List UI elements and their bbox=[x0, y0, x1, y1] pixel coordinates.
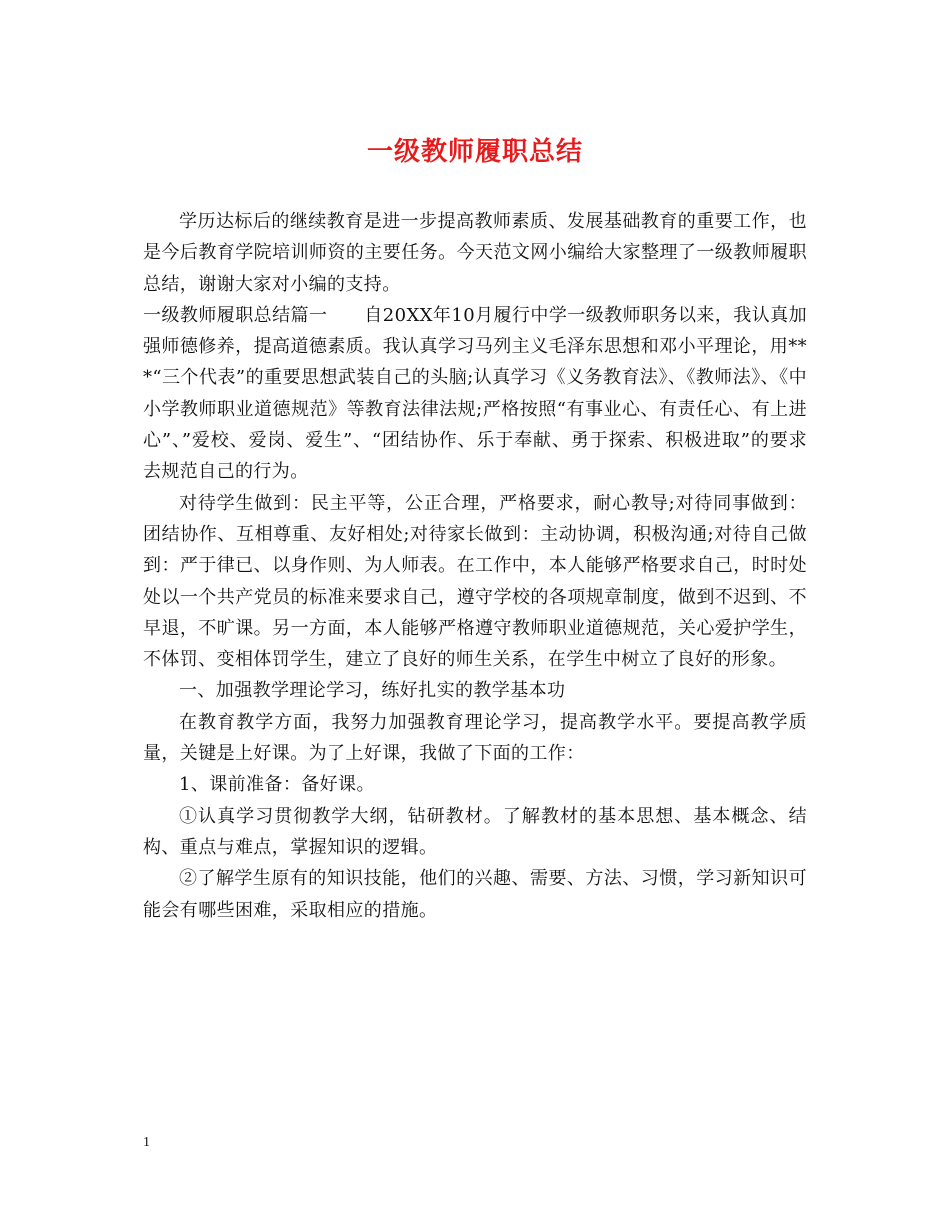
list-item-prep: 1、课前准备：备好课。 bbox=[179, 774, 375, 796]
paragraph-section-one: 一级教师履职总结篇一 自20XX年10月履行中学一级教师职务以来，我认真加强师德修养，提高道德素质。我认真学习马列主义毛泽东思想和邓小平理论，用***“三个代表”的重要思想武装自己的头脑;认真学习《义务教育法》、《教师法》、《中小学教师职业道德规范》等教育法律法规;严格按照“有事业心、有责任心、有上进心”、”爱校、爱岗、爱生”、“团结协作、乐于奉献、勇于探索、积极进取”的要求去规范自己的行为。 bbox=[143, 304, 807, 483]
document-title: 一级教师履职总结 bbox=[366, 137, 583, 167]
page-number: 1 bbox=[143, 1135, 150, 1150]
paragraph-teaching: 在教育教学方面，我努力加强教育理论学习，提高教学水平。要提高教学质量，关键是上好课。为了上好课，我做了下面的工作： bbox=[143, 711, 807, 765]
section-heading-one: 一、加强教学理论学习，练好扎实的教学基本功 bbox=[179, 680, 566, 702]
list-item-students: ②了解学生原有的知识技能，他们的兴趣、需要、方法、习惯，学习新知识可能会有哪些困难，采取相应的措施。 bbox=[143, 868, 807, 921]
paragraph-conduct: 对待学生做到：民主平等，公正合理，严格要求，耐心教导;对待同事做到：团结协作、互相尊重、友好相处;对待家长做到：主动协调，积极沟通;对待自己做到：严于律已、以身作则、为人师表。在工作中，本人能够严格要求自己，时时处处以一个共产党员的标准来要求自己，遵守学校的各项规章制度，做到不迟到、不早退，不旷课。另一方面，本人能够严格遵守教师职业道德规范，关心爱护学生，不体罚、变相体罚学生，建立了良好的师生关系，在学生中树立了良好的形象。 bbox=[143, 492, 807, 671]
document-body bbox=[143, 206, 807, 926]
paragraph-intro: 学历达标后的继续教育是进一步提高教师素质、发展基础教育的重要工作，也是今后教育学院培训师资的主要任务。今天范文网小编给大家整理了一级教师履职总结，谢谢大家对小编的支持。 bbox=[143, 211, 807, 295]
list-item-syllabus: ①认真学习贯彻教学大纲，钻研教材。了解教材的基本思想、基本概念、结构、重点与难点，掌握知识的逻辑。 bbox=[143, 805, 807, 858]
